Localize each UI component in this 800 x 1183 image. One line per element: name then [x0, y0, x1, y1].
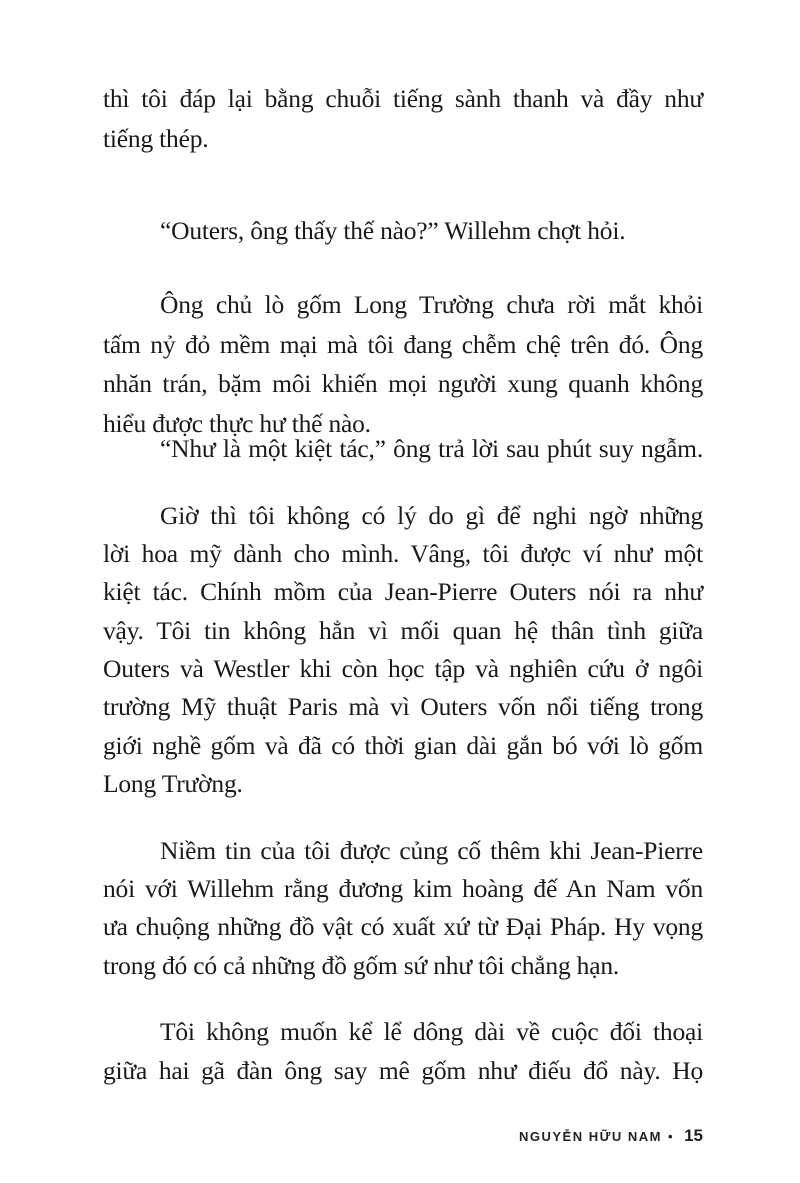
text-line: tấm nỷ đỏ mềm mại mà tôi đang chễm chệ trên đó. Ông [103, 330, 703, 359]
text-line: Ông chủ lò gốm Long Trường chưa rời mắt khỏi [160, 290, 703, 319]
text-line: trường Mỹ thuật Paris mà vì Outers vốn nổi tiếng trong [103, 692, 703, 721]
separator-bullet: • [668, 1129, 675, 1144]
text-line: Niềm tin của tôi được củng cố thêm khi Jean-Pierre [160, 836, 703, 865]
text-line: Tôi không muốn kể lể dông dài về cuộc đối thoại [160, 1017, 703, 1046]
text-line: thì tôi đáp lại bằng chuỗi tiếng sành thanh và đầy như [103, 84, 703, 113]
text-line: nói với Willehm rằng đương kim hoàng đế An Nam vốn [103, 874, 703, 903]
text-line: Giờ thì tôi không có lý do gì để nghi ngờ những [160, 501, 703, 530]
text-line: lời hoa mỹ dành cho mình. Vâng, tôi được ví như một [103, 539, 703, 568]
text-line: giới nghề gốm và đã có thời gian dài gắn bó với lò gốm [103, 731, 703, 760]
text-line: “Outers, ông thấy thế nào?” Willehm chợt hỏi. [160, 216, 626, 245]
text-line: tiếng thép. [103, 124, 209, 153]
text-line: Outers và Westler khi còn học tập và nghiên cứu ở ngôi [103, 654, 703, 683]
text-line: trong đó có cả những đồ gốm sứ như tôi chẳng hạn. [103, 951, 620, 980]
text-line: nhăn trán, bặm môi khiến mọi người xung quanh không [103, 369, 703, 398]
text-line: Long Trường. [103, 769, 243, 798]
text-line: hiểu được thực hư thế nào. [103, 409, 371, 438]
author-name: NGUYỄN HỮU NAM [519, 1129, 663, 1144]
text-line: kiệt tác. Chính mồm của Jean-Pierre Outers nói ra như [103, 577, 703, 606]
page-number: 15 [684, 1126, 703, 1145]
page-footer [519, 1126, 703, 1146]
text-line: ưa chuộng những đồ vật có xuất xứ từ Đại Pháp. Hy vọng [103, 912, 703, 941]
text-line: “Như là một kiệt tác,” ông trả lời sau phút suy ngẫm. [160, 434, 703, 463]
text-line: giữa hai gã đàn ông say mê gốm như điếu đổ này. Họ [103, 1056, 703, 1085]
text-line: vậy. Tôi tin không hẳn vì mối quan hệ thân tình giữa [103, 616, 703, 645]
